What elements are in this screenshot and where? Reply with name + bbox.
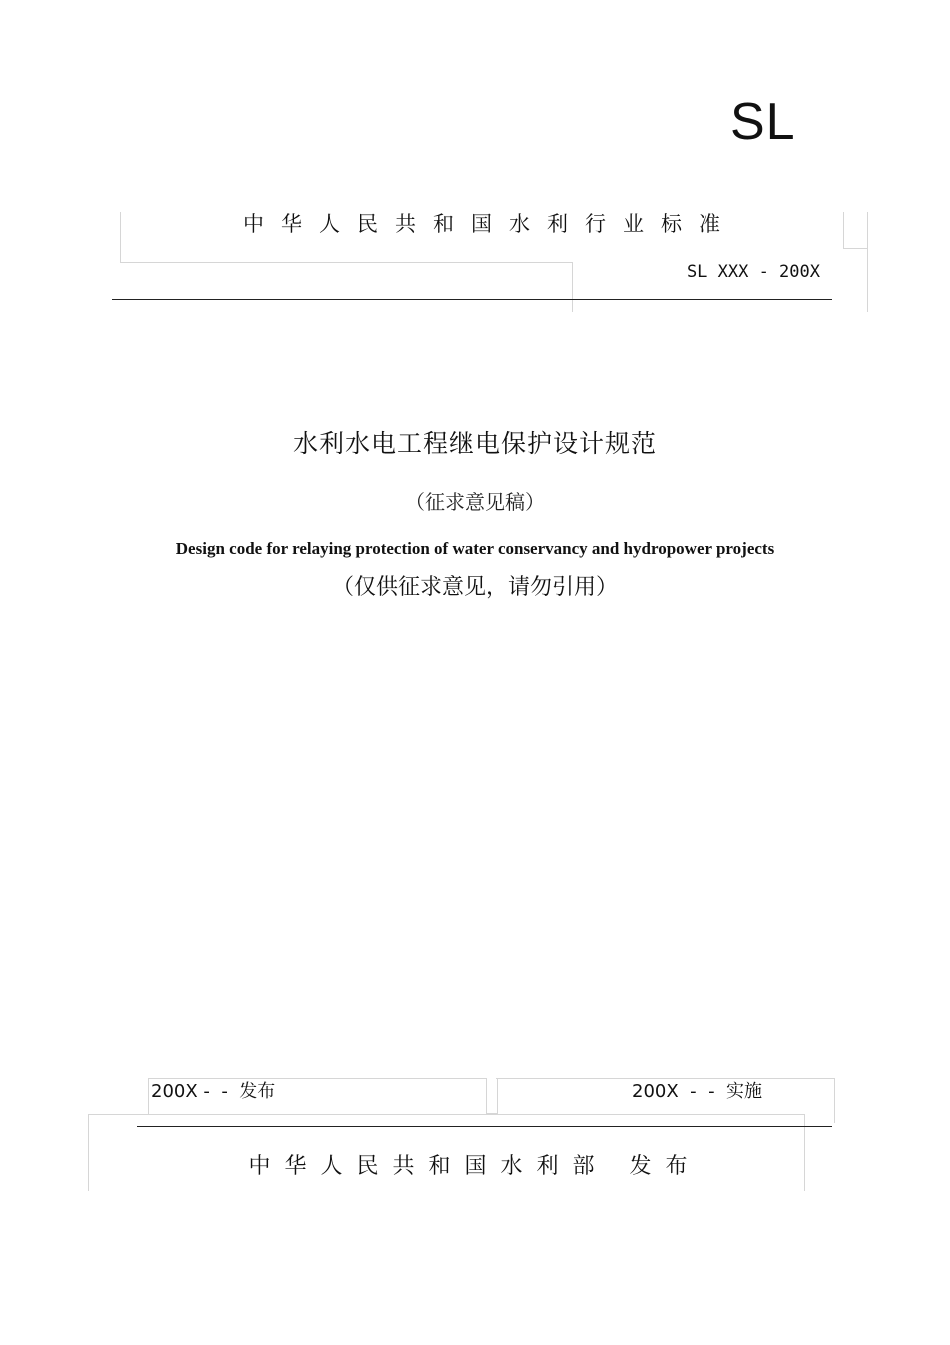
implementation-date: 200X - - 实施 — [632, 1081, 763, 1102]
standard-logo: SL — [730, 93, 796, 151]
issue-date: 200X - - 发布 — [151, 1081, 276, 1102]
draft-label: （征求意见稿） — [405, 490, 545, 514]
document-title: 水利水电工程继电保护设计规范 — [292, 429, 657, 458]
publisher: 中华人民共和国水利部 发布 — [248, 1154, 702, 1179]
standard-category: 中华人民共和国水利行业标准 — [243, 212, 737, 236]
header-frame-right — [843, 212, 868, 249]
citation-notice: （仅供征求意见，请勿引用） — [331, 575, 618, 600]
header-frame-mid — [572, 262, 573, 312]
footer-divider — [137, 1126, 832, 1127]
standard-code: SL XXX - 200X — [686, 262, 820, 282]
header-frame-bottom — [120, 262, 572, 263]
header-frame-far-right — [867, 212, 868, 312]
english-title: Design code for relaying protection of water conservancy and hydropower projects — [175, 539, 775, 558]
header-frame-left — [120, 212, 121, 262]
header-divider — [112, 299, 832, 300]
